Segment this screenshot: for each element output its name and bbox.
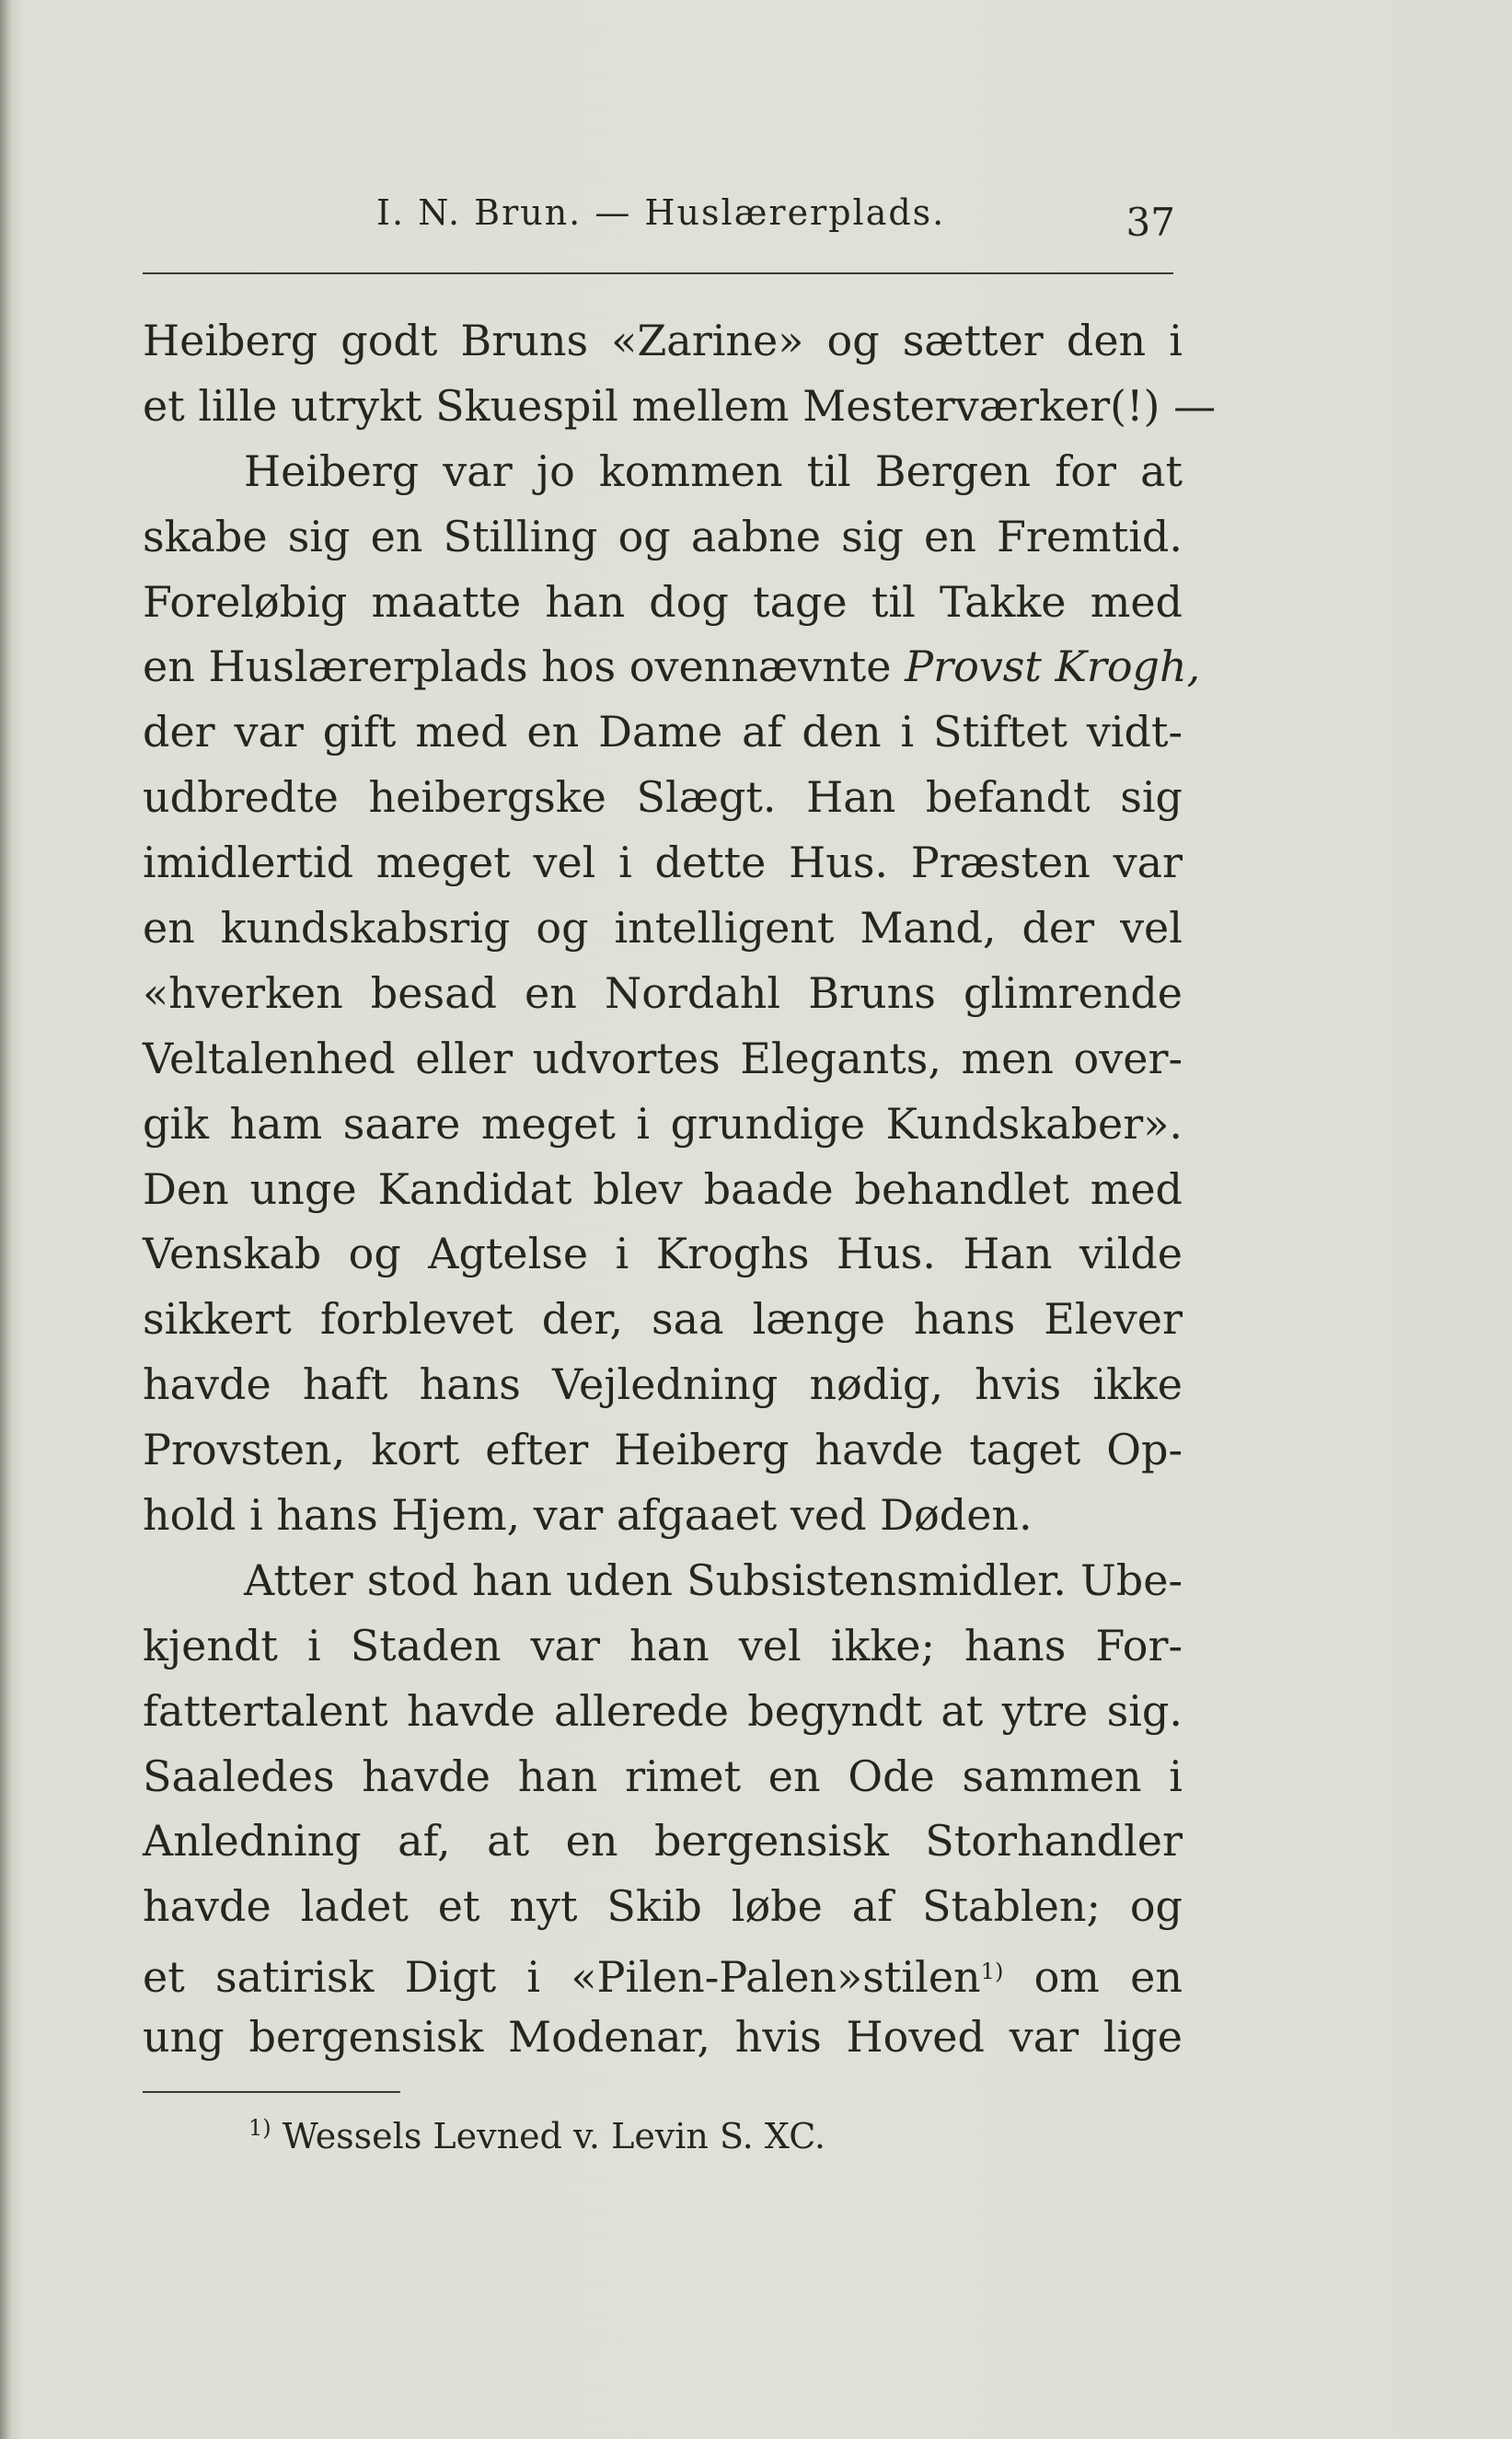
text-line: en kundskabsrig og intelligent Mand, der vel [143, 903, 1183, 954]
book-spine-shadow [0, 0, 11, 2439]
text-line: Veltalenhed eller udvortes Elegants, men over- [143, 1033, 1183, 1083]
text-line: Heiberg var jo kommen til Bergen for at [244, 445, 1183, 496]
running-head: I. N. Brun. — Huslærerplads. [376, 192, 946, 233]
text-fragment: en Huslærerplads hos ovennævnte [143, 642, 892, 692]
footnote-marker: 1) [248, 2115, 271, 2141]
header-rule [143, 272, 1173, 274]
text-line: Foreløbig maatte han dog tage til Takke med [143, 576, 1183, 627]
text-line: Saaledes havde han rimet en Ode sammen i [143, 1751, 1183, 1801]
text-line: udbredte heibergske Slægt. Han befandt sig [143, 772, 1183, 823]
footnote [248, 2115, 825, 2156]
text-line [143, 634, 1201, 699]
footnote-rule [143, 2091, 400, 2093]
text-line: et lille utrykt Skuespil mellem Mesterværker(!) — [143, 380, 1217, 431]
text-line: Anledning af, at en bergensisk Storhandler [143, 1816, 1183, 1867]
text-line: havde haft hans Vejledning nødig, hvis ikke [143, 1359, 1183, 1410]
text-line: kjendt i Staden var han vel ikke; hans For- [143, 1620, 1183, 1670]
text-line: «hverken besad en Nordahl Bruns glimrende [143, 967, 1183, 1018]
text-line: Atter stod han uden Subsistensmidler. Ube- [244, 1555, 1183, 1605]
text-line: havde ladet et nyt Skib løbe af Stablen; og [143, 1881, 1183, 1932]
text-line [143, 1939, 1183, 2005]
text-fragment: om en [1033, 1952, 1183, 2003]
footnote-reference[interactable]: 1) [980, 1959, 1004, 1985]
text-line: der var gift med en Dame af den i Stiftet vidt- [143, 707, 1183, 757]
page-header [143, 189, 1184, 244]
footnote-text: Wessels Levned v. Levin S. XC. [282, 2116, 825, 2156]
text-fragment: et satirisk Digt i «Pilen-Palen»stilen [143, 1952, 981, 2003]
text-line: Provsten, kort efter Heiberg havde taget Op- [143, 1425, 1183, 1475]
text-line: gik ham saare meget i grundige Kundskaber». [143, 1098, 1183, 1149]
page-number: 37 [1125, 200, 1175, 245]
text-line: sikkert forblevet der, saa længe hans Elever [143, 1294, 1183, 1345]
text-line: imidlertid meget vel i dette Hus. Præsten var [143, 838, 1183, 888]
text-line: hold i hans Hjem, var afgaaet ved Døden. [143, 1490, 1033, 1541]
body-text [143, 308, 1217, 2070]
text-line: Venskab og Agtelse i Kroghs Hus. Han vilde [143, 1229, 1183, 1279]
text-line: ung bergensisk Modenar, hvis Hoved var lige [143, 2012, 1183, 2063]
text-line: Heiberg godt Bruns «Zarine» og sætter den i [143, 316, 1183, 365]
text-line: Den unge Kandidat blev baade behandlet med [143, 1163, 1183, 1214]
text-line: skabe sig en Stilling og aabne sig en Fremtid. [143, 511, 1183, 561]
italic-name: Provst Krogh, [905, 642, 1201, 692]
text-line: fattertalent havde allerede begyndt at ytre sig. [143, 1685, 1183, 1736]
